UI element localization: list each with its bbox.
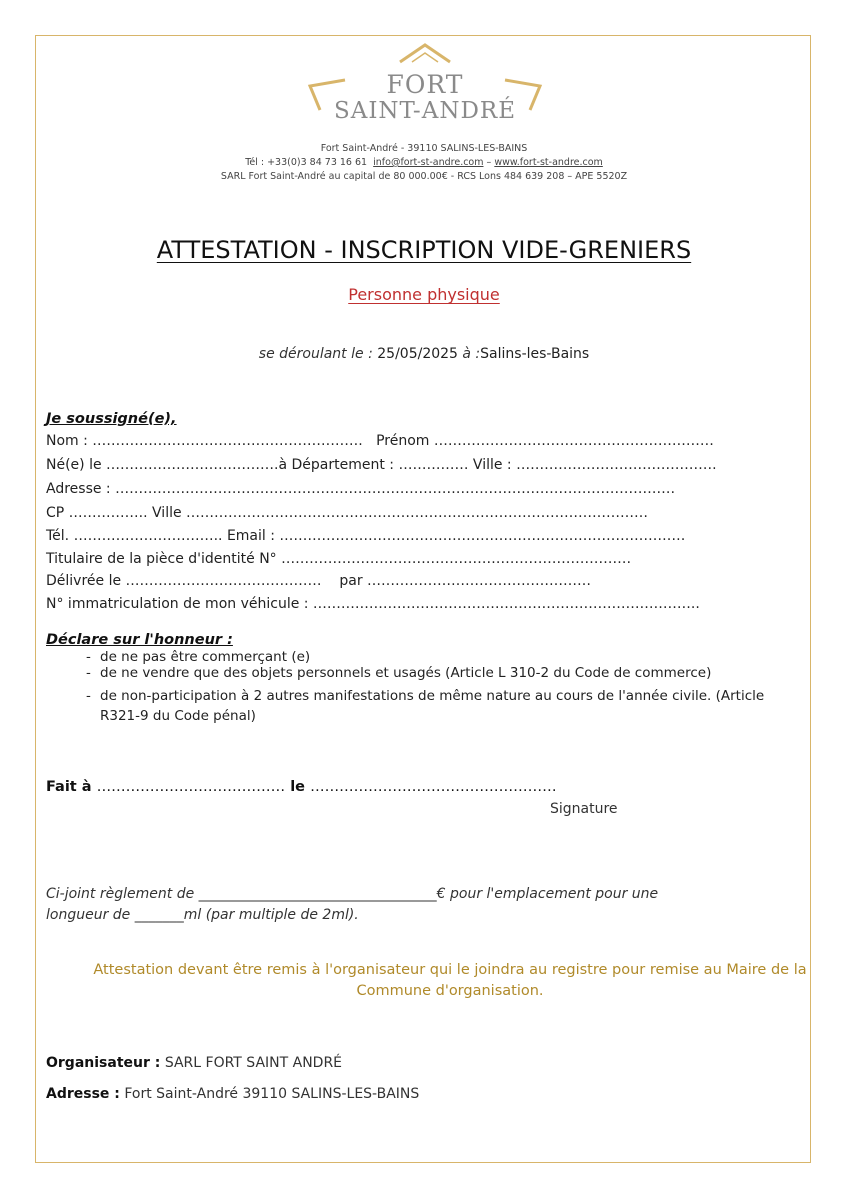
header-tel: Tél : +33(0)3 84 73 16 61 [245,157,368,168]
fait-le-field[interactable]: …………………………………………… [310,779,557,795]
field-cp[interactable]: CP …………….. [46,505,148,521]
event-date: 25/05/2025 [377,346,458,362]
page-title [0,236,848,264]
field-ne-le[interactable]: Né(e) le ……………………………….à [46,457,288,473]
email-link[interactable]: info@fort-st-andre.com [373,157,484,168]
organisateur-line [46,1055,342,1071]
form-row-delivree [46,573,591,589]
website-link[interactable]: www.fort-st-andre.com [494,157,603,168]
fait-le-label: le [290,779,306,795]
field-par[interactable]: par ………………………………………… [339,573,592,589]
reglement-text-2: € pour l'emplacement pour une [436,886,659,902]
reglement-length-field[interactable]: _______ [134,907,184,923]
event-place-label: à : [462,346,481,362]
event-date-label: se déroulant le : [258,346,373,362]
adresse-org-line [46,1086,419,1102]
header-separator: – [486,157,492,168]
declaration-heading: Déclare sur l'honneur : [46,632,233,648]
fait-a-label: Fait à [46,779,92,795]
organisateur-value: SARL FORT SAINT ANDRÉ [164,1055,343,1071]
fait-a-field[interactable]: ………………………………… [96,779,286,795]
reglement-amount-field[interactable]: __________________________________ [198,886,437,902]
subtitle [0,285,848,304]
form-row-tel [46,528,685,544]
organisateur-label: Organisateur : [46,1055,161,1071]
notice-text: Attestation devant être remis à l'organisateur qui le joindra au registre pour remise au Maire de la Commune d'organisation. [93,962,807,999]
subtitle-text: Personne physique [348,285,500,304]
header-address: Fort Saint-André - 39110 SALINS-LES-BAINS [320,143,528,154]
field-ville-naissance[interactable]: Ville : ……………………………………. [472,457,717,473]
reglement-text [46,884,786,926]
form-heading: Je soussigné(e), [46,411,177,427]
reglement-text-3: longueur de [46,907,131,923]
field-email[interactable]: Email : …………………………………………………………………………… [226,528,686,544]
field-immatriculation[interactable]: N° immatriculation de mon véhicule : ……………………………………………………………………….. [46,596,700,612]
field-delivree[interactable]: Délivrée le …………………………………… [46,573,322,589]
header-legal: SARL Fort Saint-André au capital de 80 000.00€ - RCS Lons 484 639 208 – APE 5520Z [220,171,628,182]
reglement-text-1: Ci-joint règlement de [46,886,195,902]
form-row-cp [46,505,648,521]
form-row-naissance [46,457,717,473]
form-row-nom [46,433,714,449]
declaration-list [86,650,786,726]
declaration-item: - de non-participation à 2 autres manifestations de même nature au cours de l'année civile. (Article R321-9 du Code pénal) [86,686,786,726]
title-text: ATTESTATION - INSCRIPTION VIDE-GRENIERS [156,236,692,264]
signature-label: Signature [550,801,618,817]
event-line [0,346,848,362]
field-adresse[interactable]: Adresse : ………………………………………………………………………………………………………… [46,481,676,497]
declaration-item: - de ne pas être commerçant (e) [86,650,786,665]
field-prenom[interactable]: Prénom …………………………………………………… [376,433,714,449]
field-nom[interactable]: Nom : …………………………………………………. [46,433,363,449]
header-contact [0,157,848,168]
event-place: Salins-les-Bains [480,346,590,362]
logo [300,40,550,135]
field-departement[interactable]: Département : …………… [291,457,469,473]
logo-line-1: FORT [386,70,464,99]
field-piece-identite[interactable]: Titulaire de la pièce d'identité N° ………………………………………………………………… [46,551,632,567]
logo-line-2: SAINT-ANDRÉ [333,98,516,124]
field-ville[interactable]: Ville ……………………………………………………………………………………… [152,505,649,521]
adresse-org-label: Adresse : [46,1086,120,1102]
declaration-item: - de ne vendre que des objets personnels et usagés (Article L 310-2 du Code de commerce) [86,666,740,681]
reglement-text-4: ml (par multiple de 2ml). [183,907,359,923]
adresse-org-value: Fort Saint-André 39110 SALINS-LES-BAINS [124,1086,420,1102]
field-tel[interactable]: Tél. ………………………….. [46,528,223,544]
fait-line [46,779,557,795]
